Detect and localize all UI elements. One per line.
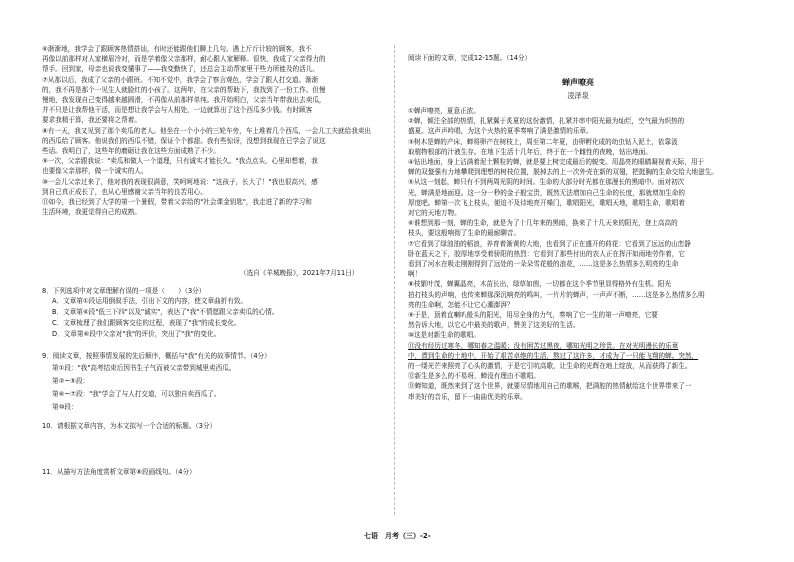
- paragraph-line: 并不只是让我帮他干活，而是想让我学会与人相处，一边就算出了这个西瓜多少钱。有时顾客: [42, 106, 313, 115]
- paragraph-line: ②蝉，倾注全部的热情，扎紧翼于炙夏的这份激情，扎紧并串中阳光最为灿烂，空气最为炽热的: [408, 117, 685, 126]
- paragraph-line: 生活环境，我更觉得自己的成熟。: [42, 208, 141, 217]
- page-footer: 七语 月考（三）-2-: [364, 532, 431, 540]
- paragraph-line: ①蝉声嘹亮，夏意正浓。: [408, 107, 480, 115]
- paragraph-line: 然告诉大地，以它心中最美的歌声，赞美了这美好的生活。: [408, 321, 580, 330]
- answer-item: 第①段："我"高考结束后因书生子气而被父亲带到城里卖西瓜。: [52, 364, 236, 372]
- option-line: D．文章第⑥段中父亲对"我"的评价，突出了"我"的变化。: [52, 330, 221, 338]
- option-line: B．文章第⑥段"低三下四"以及"诚实"，表达了"我"不情愿跟父亲卖瓜的心情。: [52, 308, 279, 316]
- paragraph-line: ⑩一会儿父亲过来了，他对我的表现很满意，笑呵呵地说："这孩子，长大了！"我也很高兴，感: [42, 177, 318, 186]
- paragraph-line: 光，蝉满是地面迎。这一分一秒的金子般宝贵，既然无法增加自己生命的长度，那就增加生命的: [408, 188, 685, 197]
- paragraph-line: ⑦它看到了绿油油的稻浪，养育着渐黄的大地，也看到了正在盛开的荷花：它看到了远远的山峦静: [408, 239, 691, 248]
- question-8-options: [52, 296, 278, 340]
- passage-intro: 阅读下面的文章，完成12-15题。（14分）: [408, 54, 532, 62]
- answer-item: 第⑥~⑦段："我"学会了与人打交道，可以独自卖西瓜了。: [52, 390, 221, 398]
- answer-item: 第②~⑤段：: [52, 377, 90, 385]
- paragraph-line: 慢地，我发现自己变得越来越圆滑，不再像从前那样单纯。我开始明白，父亲当年带我出去卖瓜，: [42, 96, 326, 105]
- passage-author: 凌泽泉: [567, 91, 589, 100]
- right-paragraphs: [408, 106, 748, 402]
- paragraph-line: 盛夏。这声声吟唱，为这个火热的夏季奏响了满是激情的乐章。: [408, 127, 593, 136]
- paragraph-line: 中，漂到生命的土地中，开始了艰苦卓绝的生活，熬过了这许多，才成为了一只能飞翔的蝉。突然，: [408, 351, 699, 360]
- passage-title: 蝉声嘹亮: [562, 78, 594, 87]
- paragraph-line: 串美好的音乐，留下一曲曲优美的乐章。: [408, 392, 527, 401]
- paragraph-line: ⑧有一天，我又见到了那个卖瓜的老人。他坐在一个小小的三轮车旁，车上堆着几个西瓜，一会儿工夫就给我卖出: [42, 126, 372, 135]
- paragraph-line: 到自己真正成长了，也从心里感谢父亲当年的良苦用心。: [42, 187, 207, 196]
- paragraph-line: 也要像父亲那样，做一个诚实的人。: [42, 167, 148, 176]
- paragraph-line: ⑬蝉知道，既然来到了这个世界，就要尽情地用自己的歌喉，把满腔的热情献给这个世界带来了一: [408, 382, 692, 391]
- paragraph-line: 卧在蓝天之下，胶厚地享受着骄阳的热烈：它看到了那些付出的农人正在挥汗如雨地劳作着，它: [408, 249, 685, 258]
- paragraph-line: 看到了河水在吸走刚刚得到了远处的一朵朵雪花般的浪花，……这是多么热情多么明亮的生命: [408, 260, 679, 269]
- answer-item: 第⑩段：: [52, 403, 78, 411]
- paragraph-line: 啊！: [408, 270, 422, 279]
- paragraph-line: 的，我不再是那个一见生人就脸红的小孩了。这两年，在父亲的帮助下，我找到了一份工作。但慢: [42, 85, 326, 94]
- paragraph-line: 些话。我明白了，这些年的磨砺让我在这些方面成熟了不少。: [42, 147, 221, 156]
- paragraph-line: ⑪如今，我已经到了大学的第一个暑假，带着父亲给的"社会课金钥匙"，我走进了新的学习和: [42, 198, 312, 207]
- left-paragraphs: [42, 44, 380, 217]
- paragraph-line: ④钻出地面，身上沾满着泥土颗粒的蝉，就是要上树完成最后的蜕变。用晶亮的眼睛凝视着天际，用于: [408, 158, 705, 167]
- paragraph-line: 拍打枝头的声响，也传来蝉那深沉响亮的鸣叫，一片片的蝉声，一声声不断，……这是多么热情多么明: [408, 290, 705, 299]
- question-10: 10．请根据文章内容，为本文拟写一个合适的标题。（3分）: [42, 422, 217, 430]
- question-9-items: [52, 362, 235, 414]
- paragraph-line: 亮的生命啊，怎能不让它心潮澎湃？: [408, 300, 514, 309]
- paragraph-line: ⑦从那以后，我成了父亲的小跟班。不知不觉中，我学会了察言观色，学会了跟人打交道。渐渐: [42, 75, 319, 84]
- paragraph-line: ⑧枝繁叶茂，蝉翼晶亮，木苗长出，绿草如茵，一切都在这个季节里显得格外有生机。阳光: [408, 280, 672, 289]
- option-line: A．文章第①段运用倒叙手法，引出下文的内容，使文章曲折有致。: [52, 297, 248, 305]
- paragraph-line: 要求我精于算，我还要将之帮着。: [42, 116, 141, 125]
- paragraph-line: 的一缕光芒来照亮了心头的激情，于是它引吭高歌，让生命的光辉在地上绽放，从而获得了新生。: [408, 362, 692, 371]
- paragraph-line: ⑨于是，顶着直喇叭般头的阳光，用尽全身的力气，奏响了它一生的第一声嘹亮，它要: [408, 311, 658, 320]
- paragraph-line: ⑫新生是多么的不易呀，蝉没有理由不歌唱。: [408, 372, 540, 381]
- paragraph-line: 帮手。回到家，母亲也说我变懂事了——我变勤快了，还总会主动帮家里干些力所能及的活儿。: [42, 65, 319, 74]
- paragraph-line: 的西瓜给了顾客。他说我们的西瓜不错，保证个个都甜。我有些惊讶，没想到我现在已学会了说这: [42, 136, 326, 145]
- question-8: 8．下列选项中对文章理解有误的一项是（ ）（3分）: [42, 287, 206, 295]
- paragraph-line: 取植物根部的汁液生存。在地下生活十几年后，终于在一个雌性的夜晚，钻出地面。: [408, 147, 652, 156]
- question-11: 11．从描写方法角度赏析文章第⑧段画线句。（4分）: [42, 468, 196, 476]
- paragraph-line: ⑪没有经历过寒冬，哪知春之温暖；没有困苦过黑夜，哪知光明之珍贵。在对光明漫长的乐章: [408, 341, 679, 350]
- column-divider: [394, 45, 395, 515]
- paragraph-line: 蝉的双螯强有力地攀爬到理想的树枝位置，脱掉去的上一次外壳在新的双翅，把挺胸的生命交给大地滋生。: [408, 168, 718, 177]
- source-citation: （选自《羊城晚报》，2021年7月11日）: [240, 269, 359, 277]
- paragraph-line: 厚度吧。蝉第一次飞上枝头，便迫不及待地亮开嗓门，歌唱阳光，歌唱天地，歌唱生命，歌唱着: [408, 198, 685, 207]
- paragraph-line: ⑩这是对新生命的歌唱。: [408, 331, 480, 340]
- paragraph-line: 对它的天地万物。: [408, 209, 461, 218]
- paragraph-line: ⑥谁想到那一刻，蝉的生命，就是为了十几年来的黑暗，换来了十几天来的阳光，登上高高的: [408, 219, 678, 228]
- paragraph-line: ⑤从这一刻起，蝉只有不到两周光阴的时间。生命的大部分时光都在那漫长的黑暗中。面对初次: [408, 178, 685, 187]
- paragraph-line: ③树木是蝉的产床，蝉将卵产在树枝上，周至第二年夏，由卵孵化成的幼虫钻入泥土，依靠汲: [408, 137, 678, 146]
- paragraph-line: ⑨一次，父亲跟我说："卖瓜和做人一个道理，只有诚实才能长久。"我点点头，心里却想着，我: [42, 157, 318, 166]
- paragraph-line: ⑥渐渐地，我学会了跟顾客热情搭讪，有时还能跟他们聊上几句。遇上斤斤计较的顾客，我不: [42, 45, 312, 53]
- option-line: C．文章梳理了我们跟顾客交往的过程，表现了"我"的成长变化。: [52, 319, 241, 327]
- paragraph-line: 再像以前那样对人家横眉冷对，而是学着像父亲那样，耐心跟人家解释。很快，我成了父亲得力的: [42, 55, 326, 64]
- paragraph-line: 枝头，要这般响彻了生命的最耐聊音。: [408, 229, 521, 238]
- question-9: 9．阅读文章，按照事情发展的先后顺序，概括与"我"有关的故事情节。（4分）: [42, 352, 271, 360]
